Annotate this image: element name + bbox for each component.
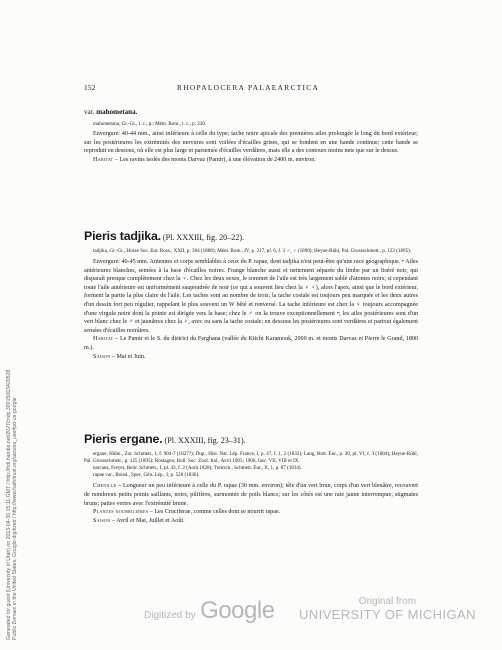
page-number: 152 — [84, 83, 96, 92]
section-mahometana — [84, 108, 418, 164]
running-title: RHOPALOCERA PALAEARCTICA — [177, 83, 320, 92]
plantes-paragraph: Plantes nourricières – Les Cruciferae, comme celles dont se nourrit rapae. — [93, 509, 281, 516]
description-paragraph: Envergure: 40-44 mm., ainsi inférieure à celle du type; tache noire apicale des premières ailes prolongée le long du bord extérieur; sur les postérieures les extrémités des nervures sont voilées d'écailles grises, qui se fondent en une bande continue; cette bande se reproduit en dessous, où elle est plus large et parsemée d'écailles verdâtres, mais elle a des contours moins nets que sur le dessus. — [84, 131, 418, 155]
reference-text: mahometana, Gr.-Gr., l. c., p.; Mém. Rom., l. c., p. 230. — [93, 121, 207, 127]
saison-paragraph: Saison – Mai et Juin. — [93, 353, 146, 360]
reference-text: tadjika, Gr.-Gr., Horae Soc. Ent. Ross., XXII, p. 304 (1888); Mém. Rom., IV, p. 217, pl. 6, f. 3 ♂, ♀ (1890); Heyne-Rühl, Pal. Grossschmett., p. 123 (1895). — [93, 248, 412, 254]
section-tadjika — [84, 229, 418, 361]
chenille-paragraph: Chenille – Longueur un peu inférieure à celle du P. rapae (30 mm. environ); tête d'un vert brun, corps d'un vert bleuâtre, recouvert de nombreux petits points saillants, noirs, pilifères, surmontés de poils blancs; sur les côtés est une raie jaune interrompue; stigmates bruns; pattes vertes avec l'extrémité brune. — [84, 483, 418, 507]
original-from-watermark: Original from UNIVERSITY OF MICHIGAN — [299, 596, 476, 622]
google-digitized-watermark: Digitized by Google — [144, 597, 275, 624]
description-paragraph: Envergure: 40-45 mm. Antennes et corps semblables à ceux du P. rapae, dont tadjika n'est peut-être qu'une race géographique. • Ailes antérieures blanches, semées à la base d'écailles noires. Frange blanche aussi et nettement séparée du limbe par un liséré noir, qui disparaît presque complètement chez la ♀. Chez les deux sexes, le sommet de l'aile est très largement sablé d'atomes noirs; si cependant toute l'aile antérieure est uniformément saupoudrée de noir (ce qui a souvent lieu chez la ♀ ♀), alors l'apex, ainsi que le bord extérieur, forment la partie la plus claire de l'aile. Les taches sont au nombre de trois; la tache costale est toujours peu marquée et les deux autres d'un dessin fort peu régulier, rappelant le plus souvent un W bêté et renversé. La tache inférieure est chez la ♀ toujours accompagnée d'une virgule noire dont la pointe est dirigée vers la base; chez le ♂ on la trouve exceptionnellement •; les ailes postérieures sont d'un vert blanc chez le ♂ et jaunâtres chez la ♀, avec ou sans la tache costale; en dessous les postérieures sont verdâtres et partout également semées d'écailles noirâtres. — [84, 259, 418, 334]
section-ergane — [84, 432, 418, 525]
reference-text: narcaea, Freyer, Beitr. Schmett., I, pl. 43, f. 2 (Août 1828); Treitsch., Schmett. Eur., X, 1, p. 87 (1834). — [93, 465, 302, 472]
google-logo: Google — [200, 597, 275, 624]
habitat-paragraph: Habitat – Le Pamir et le S. du district du Ferghana (vallée du Kitchi Karamouk, 2000 m. et monts Darvaz et Pierre le Grand, 1800 m.). — [84, 336, 418, 352]
provenance-sidebar: Generated for guest (University of Utah) on 2013-04-30 15:11 GMT / http://hdl.handle.net/2027/mdp.39015063420528 Public Domain in the United States, Google-digitized / http://www.hathitrust.org/access_use#pd-us-google — [6, 369, 19, 640]
variety-heading: var. mahometana. — [84, 108, 138, 116]
species-title: Pieris tadjika. (Pl. XXXIII, fig. 20–22). — [84, 229, 245, 243]
species-title: Pieris ergane. (Pl. XXXIII, fig. 23–31). — [84, 432, 246, 446]
reference-text: rapae var., Boisd., Spec. Gén. Lép., I, p. 520 (1836). — [93, 472, 200, 479]
reference-text: ergane, Hübn., Zur. Schmett., I, f. 904-7 (1827?); Dup., Hist. Nat. Lép. France, I, p. 47, f. 1, 2 (1832); Lang, Butt. Eur., p. 30, pl. VI, f. 3 (1884); Heyne-Rühl, Pal. Grossschmett., p. 125 (1895); Rostagno, Bull. Soc. Zool. Ital., Avril 1905; 1906, fasc. VII, VIII et IX. — [84, 451, 418, 465]
habitat-paragraph: Habitat – Les ravins isolés des monts Darvaz (Pamir), à une élévation de 2400 m. environ. — [93, 156, 316, 163]
saison-paragraph: Saison – Avril et Mai, Juillet et Août. — [93, 517, 185, 524]
